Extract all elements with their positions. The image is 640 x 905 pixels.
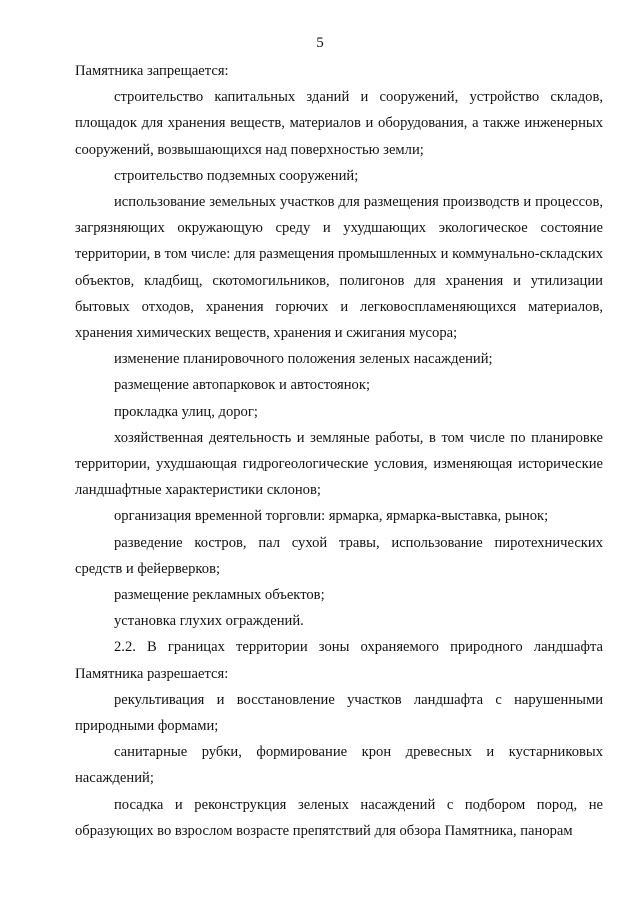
paragraph-permission-recultivation: рекультивация и восстановление участков ландшафта с нарушенными природными формами; bbox=[75, 691, 603, 735]
page-number: 5 bbox=[316, 35, 324, 51]
paragraph-prohibition-trade: организация временной торговли: ярмарка, ярмарка-выставка, рынок; bbox=[114, 508, 549, 525]
paragraph-section-2-2: 2.2. В границах территории зоны охраняемого природного ландшафта Памятника разрешается: bbox=[75, 639, 603, 682]
paragraph-prohibition-capital-construction: строительство капитальных зданий и сооружений, устройство складов, площадок для хранения веществ, материалов и оборудования, а также инженерных сооружений, возвышающихся над поверхностью земли; bbox=[75, 89, 603, 158]
paragraph-prohibition-fences: установка глухих ограждений. bbox=[114, 613, 304, 630]
paragraph-prohibition-fires: разведение костров, пал сухой травы, использование пиротехнических средств и фейерверков; bbox=[75, 534, 603, 577]
paragraph-prohibition-green-spaces: изменение планировочного положения зеленых насаждений; bbox=[114, 351, 493, 368]
document-body bbox=[75, 58, 603, 844]
paragraph-prohibition-underground-construction: строительство подземных сооружений; bbox=[114, 167, 359, 184]
paragraph-prohibition-land-use: использование земельных участков для размещения производств и процессов, загрязняющих окружающую среду и ухудшающих экологическое состояние территории, в том числе: для размещения промышленных и коммунально-складских объектов, кладбищ, скотомогильников, полигонов для хранения и утилизации бытовых отходов, хранения горючих и легковоспламеняющихся материалов, хранения химических веществ, хранения и сжигания мусора; bbox=[75, 194, 603, 342]
paragraph-permission-planting: посадка и реконструкция зеленых насаждений с подбором пород, не образующих во взрослом возрасте препятствий для обзора Памятника, панорам bbox=[75, 796, 603, 839]
paragraph-permission-sanitary-cutting: санитарные рубки, формирование крон древесных и кустарниковых насаждений; bbox=[75, 744, 603, 787]
paragraph-prohibition-earthworks: хозяйственная деятельность и земляные работы, в том числе по планировке территории, ухудшающая гидрогеологические условия, изменяющая исторические ландшафтные характеристики склонов; bbox=[75, 429, 603, 499]
paragraph-prohibition-advertising: размещение рекламных объектов; bbox=[114, 587, 325, 604]
paragraph-continuation: Памятника запрещается: bbox=[75, 63, 229, 79]
paragraph-prohibition-roads: прокладка улиц, дорог; bbox=[114, 403, 258, 420]
paragraph-prohibition-parking: размещение автопарковок и автостоянок; bbox=[114, 377, 371, 394]
